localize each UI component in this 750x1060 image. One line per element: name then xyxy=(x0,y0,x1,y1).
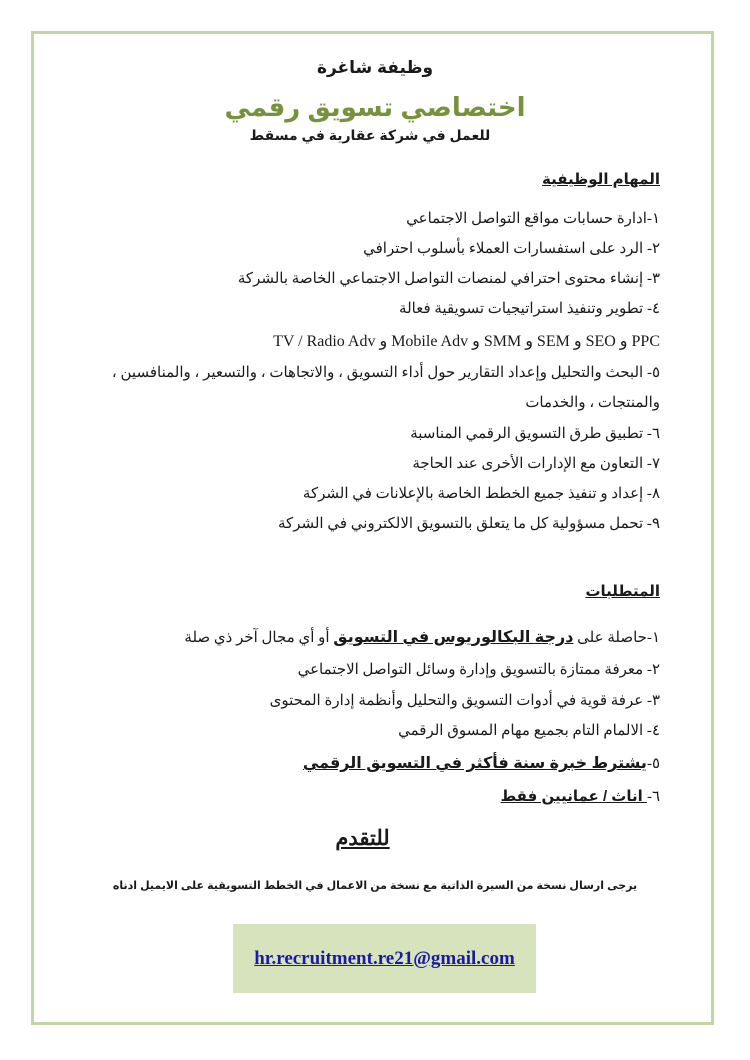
email-box xyxy=(233,924,536,993)
task-item-continuation: والمنتجات ، والخدمات xyxy=(525,395,660,411)
requirement-item-eligibility xyxy=(501,787,660,806)
requirement-item-experience xyxy=(303,753,660,773)
task-item: ١-ادارة حسابات مواقع التواصل الاجتماعي xyxy=(406,211,660,227)
apply-heading: للتقدم xyxy=(335,826,390,850)
requirement-item xyxy=(184,627,660,647)
job-subtitle: للعمل في شركة عقارية في مسقط xyxy=(249,127,491,143)
email-link[interactable]: hr.recruitment.re21@gmail.com xyxy=(254,947,515,969)
apply-instruction: يرجى ارسال نسخة من السيرة الذاتية مع نسخة من الاعمال في الخطط التسويقية على الايميل ادناه xyxy=(112,880,638,892)
task-item: ٢- الرد على استفسارات العملاء بأسلوب احترافي xyxy=(363,241,660,257)
requirement-item: ٤- الالمام التام بجميع مهام المسوق الرقمي xyxy=(398,723,660,739)
requirements-heading: المتطلبات xyxy=(585,583,660,600)
task-item: ٥- البحث والتحليل وإعداد التقارير حول أداء التسويق ، والاتجاهات ، والتسعير ، والمنافسين ، xyxy=(111,365,660,381)
requirement-item-emphasis: درجة البكالوريوس في التسويق xyxy=(333,629,574,646)
vacancy-label: وظيفة شاغرة xyxy=(316,58,434,77)
requirement-item-prefix: ١-حاصلة على xyxy=(573,630,660,646)
task-item: ٣- إنشاء محتوى احترافي لمنصات التواصل الاجتماعي الخاصة بالشركة xyxy=(237,271,660,287)
requirement-item-emphasis: اناث / عمانيين فقط xyxy=(500,788,647,805)
task-item-channels: PPC و SEO و SEM و SMM و Mobile Adv و TV / Radio Adv xyxy=(273,333,660,350)
requirement-item: ٢- معرفة ممتازة بالتسويق وإدارة وسائل التواصل الاجتماعي xyxy=(297,662,660,678)
job-title: اختصاصي تسويق رقمي xyxy=(224,92,526,122)
task-item: ٨- إعداد و تنفيذ جميع الخطط الخاصة بالإعلانات في الشركة xyxy=(302,486,660,502)
requirement-item-number: ٥- xyxy=(646,756,660,772)
task-item: ٦- تطبيق طرق التسويق الرقمي المناسبة xyxy=(410,426,660,442)
task-item: ٤- تطوير وتنفيذ استراتيجيات تسويقية فعالة xyxy=(399,301,660,317)
requirement-item-number: ٦- xyxy=(646,789,660,805)
tasks-heading: المهام الوظيفية xyxy=(542,171,660,188)
task-item: ٧- التعاون مع الإدارات الأخرى عند الحاجة xyxy=(412,456,660,472)
requirement-item-suffix: أو أي مجال آخر ذي صلة xyxy=(184,630,334,646)
task-item: ٩- تحمل مسؤولية كل ما يتعلق بالتسويق الالكتروني في الشركة xyxy=(278,516,660,532)
requirement-item-emphasis: يشترط خبرة سنة فأكثر في التسويق الرقمي xyxy=(302,755,647,772)
requirement-item: ٣- عرفة قوية في أدوات التسويق والتحليل وأنظمة إدارة المحتوى xyxy=(269,693,660,709)
